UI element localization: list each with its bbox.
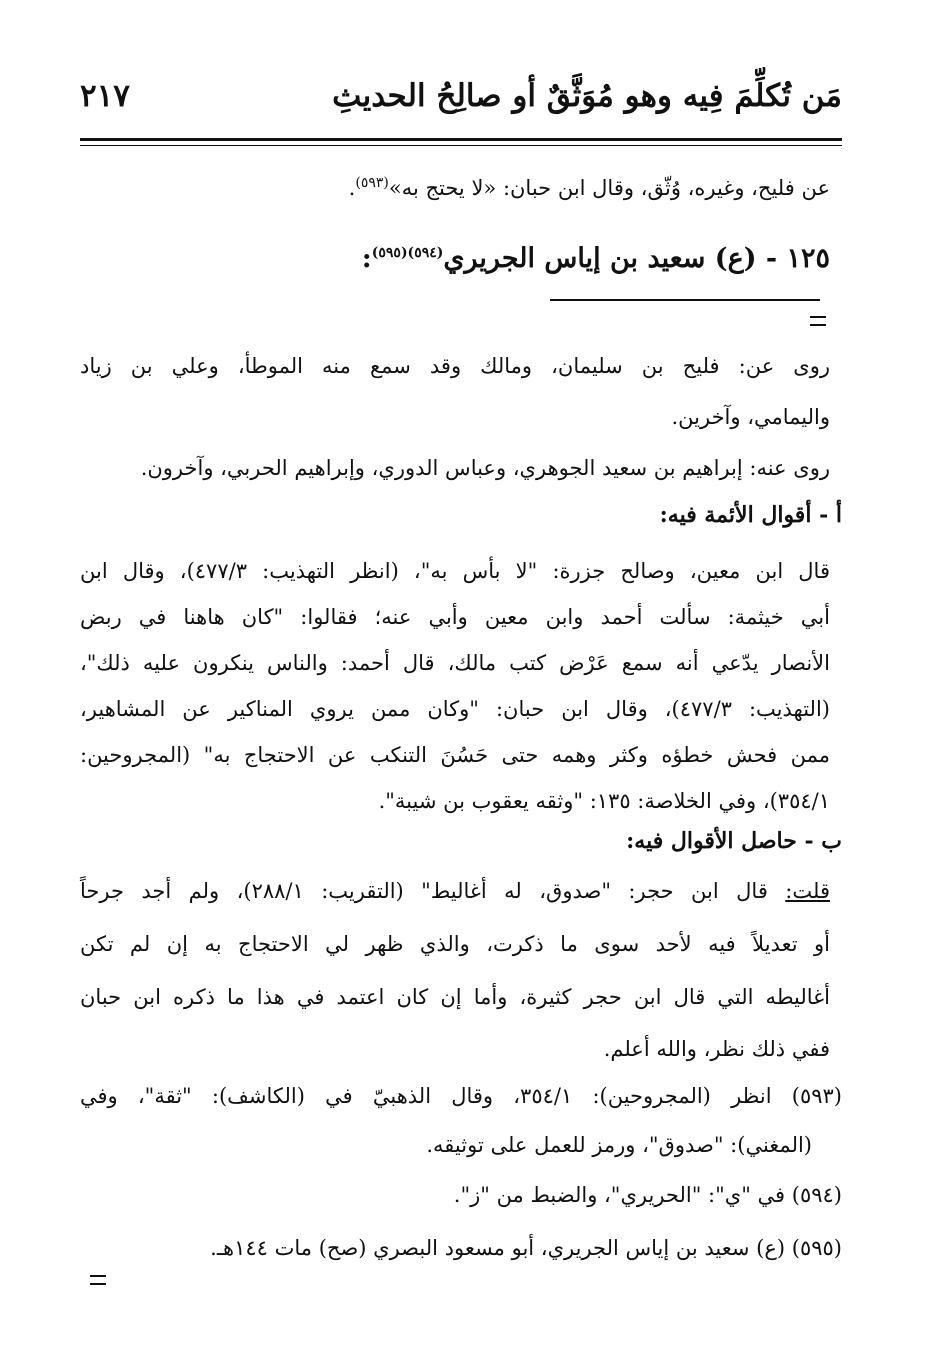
footnote-593-line-1: (٥٩٣) انظر (المجروحين): ٣٥٤/١، وقال الذهبيّ في (الكاشف): "ثقة"، وفي xyxy=(80,1084,842,1108)
footnote-595: (٥٩٥) (ع) سعيد بن إياس الجريري، أبو مسعود البصري (صح) مات ١٤٤هـ. xyxy=(210,1236,842,1260)
aqwal-line-3: الأنصار يدّعي أنه سمع عَرْض كتب مالك، قال أحمد: والناس ينكرون عليه ذلك"، xyxy=(80,651,830,675)
aqwal-line-2: أبي خيثمة: سألت أحمد وابن معين وأبي عنه؛ فقالوا: "كان هاهنا في ربض xyxy=(80,605,830,629)
header-rule-thin xyxy=(80,145,842,146)
aqwal-line-1: قال ابن معين، وصالح جزرة: "لا بأس به"، (انظر التهذيب: ٤٧٧/٣)، وقال ابن xyxy=(80,559,830,583)
running-title: مَن تُكلِّمَ فِيه وهو مُوَثَّقٌ أو صالِحُ الحديثِ xyxy=(332,78,842,114)
hasil-line-2: أو تعديلاً فيه لأحد سوى ما ذكرت، والذي ظهر لي الاحتجاج به إن لم تكن xyxy=(80,932,830,956)
section-a-heading: أ - أقوال الأئمة فيه: xyxy=(659,502,842,528)
hasil-line-3: أغاليطه التي قال ابن حجر كثيرة، وأما إن كان اعتمد في هذا ما ذكره ابن حبان xyxy=(80,985,830,1009)
qult-word: قلت: xyxy=(785,879,830,903)
intro-line: عن فليح، وغيره، وُثّق، وقال ابن حبان: «لا يحتج به»$^{(٥٩٣)}$. xyxy=(348,175,830,200)
header-rule-thick xyxy=(80,138,842,141)
footnote-ref-593: (٥٩٣) xyxy=(355,175,389,191)
rawa-an-line-2: واليمامي، وآخرين. xyxy=(671,405,830,429)
hasil-line-1 xyxy=(80,876,830,906)
end-separator-mark xyxy=(90,1275,106,1285)
footnote-593-line-2: (المغني): "صدوق"، ورمز للعمل على توثيقه. xyxy=(426,1133,812,1157)
footnote-594: (٥٩٤) في "ي": "الحريري"، والضبط من "ز". xyxy=(453,1183,842,1207)
aqwal-line-6: ٣٥٤/١)، وفي الخلاصة: ١٣٥: "وثقه يعقوب بن شيبة". xyxy=(378,789,830,813)
aqwal-line-4: (التهذيب: ٤٧٧/٣)، وقال ابن حبان: "وكان ممن يروي المناكير عن المشاهير، xyxy=(80,697,830,721)
entry-heading-text: ١٢٥ - (ع) سعيد بن إياس الجريري xyxy=(443,243,830,274)
footnote-refs-594-595: (٥٩٤)(٥٩٥) xyxy=(371,245,444,261)
separator-mark xyxy=(810,316,826,326)
page-number: ٢١٧ xyxy=(80,78,130,114)
intro-text: عن فليح، وغيره، وُثّق، وقال ابن حبان: «لا يحتج به» xyxy=(388,176,830,200)
hasil-line-1-text: قال ابن حجر: "صدوق، له أغاليط" (التقريب: ٢٨٨/١)، ولم أجد جرحاً xyxy=(80,879,768,903)
running-header xyxy=(80,78,842,132)
hasil-line-4: ففي ذلك نظر، والله أعلم. xyxy=(603,1037,830,1061)
entry-heading: ١٢٥ - (ع) سعيد بن إياس الجريري$^{(٥٩٤)(٥٩٥)}$: xyxy=(361,243,830,274)
aqwal-line-5: ممن فحش خطؤه وكثر وهمه حتى حَسُنَ التنكب عن الاحتجاج به" (المجروحين: xyxy=(80,743,830,767)
section-divider xyxy=(550,299,820,301)
rawa-anhu-line: روى عنه: إبراهيم بن سعيد الجوهري، وعباس الدوري، وإبراهيم الحربي، وآخرون. xyxy=(140,456,830,480)
section-b-heading: ب - حاصل الأقوال فيه: xyxy=(626,828,842,854)
rawa-an-line-1: روى عن: فليح بن سليمان، ومالك وقد سمع منه الموطأ، وعلي بن زياد xyxy=(80,354,830,378)
